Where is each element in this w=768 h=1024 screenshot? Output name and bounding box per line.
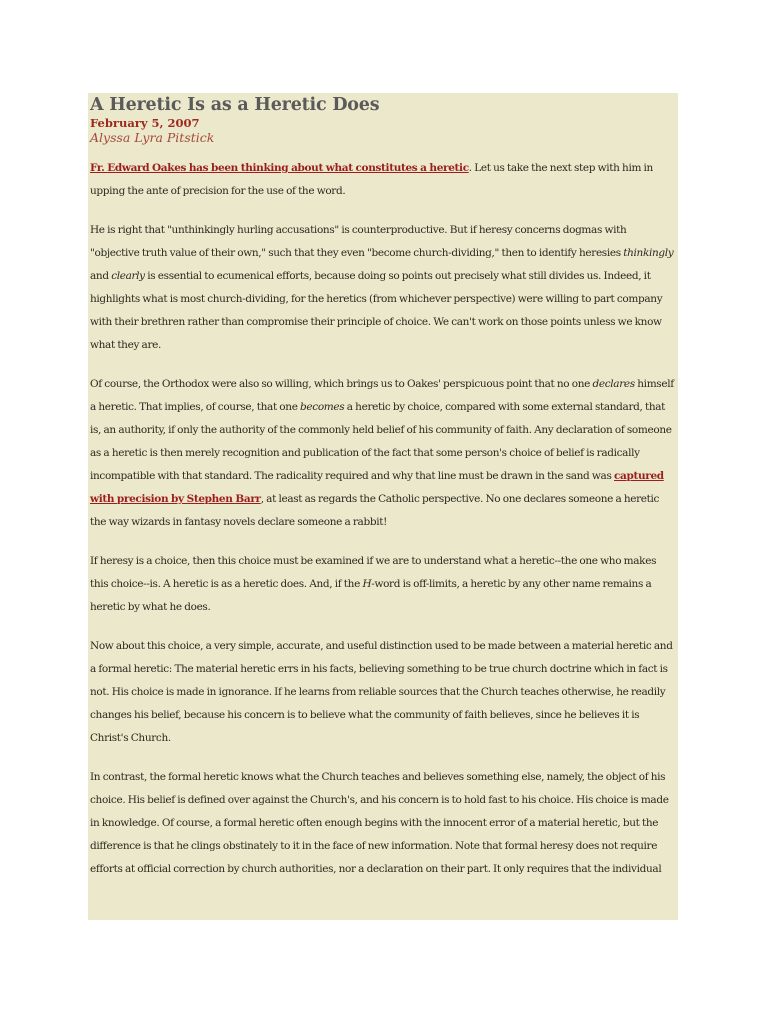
emphasis-declares: declares [592, 378, 635, 390]
paragraph-5: Now about this choice, a very simple, accurate, and useful distinction used to be made between a material heretic and a formal heretic: The material heretic errs in his facts, believing something to be true church doctrine which in fact is not. His choice is made in ignorance. If he learns from reliable sources that the Church teaches otherwise, he readily changes his belief, because his concern is to believe what the community of faith believes, since he believes it is Christ's Church. [90, 640, 673, 744]
emphasis-thinkingly: thinkingly [623, 247, 674, 259]
emphasis-clearly: clearly [111, 270, 145, 282]
paragraph-6: In contrast, the formal heretic knows what the Church teaches and believes something else, namely, the object of his choice. His belief is defined over against the Church's, and his concern is to hold fast to his choice. His choice is made in knowledge. Of course, a formal heretic often enough begins with the innocent error of a material heretic, but the difference is that he clings obstinately to it in the face of new information. Note that formal heresy does not require efforts at official correction by church authorities, nor a declaration on their part. It only requires that the individual [90, 771, 669, 875]
article-date: February 5, 2007 [90, 116, 200, 130]
emphasis-h: H [362, 578, 372, 590]
article-body [90, 157, 676, 881]
paragraph-3: Of course, the Orthodox were also so willing, which brings us to Oakes' perspicuous point that no one declares himself a heretic. That implies, of course, that one becomes a heretic by choice, compared with some external standard, that is, an authority, if only the authority of the commonly held belief of his community of faith. Any declaration of someone as a heretic is then merely recognition and publication of the fact that some person's choice of belief is radically incompatible with that standard. The radicality required and why that line must be drawn in the sand was captured with precision by Stephen Barr, at least as regards the Catholic perspective. No one declares someone a heretic the way wizards in fantasy novels declare someone a rabbit! [90, 378, 674, 528]
emphasis-becomes: becomes [300, 401, 345, 413]
article-author: Alyssa Lyra Pitstick [90, 130, 215, 145]
article-title: A Heretic Is as a Heretic Does [90, 95, 380, 115]
article [88, 93, 678, 920]
paragraph-2: He is right that "unthinkingly hurling accusations" is counterproductive. But if heresy concerns dogmas with "objective truth value of their own," such that they even "become church-dividing," then to identify heresies thinkingly and clearly is essential to ecumenical efforts, because doing so points out precisely what still divides us. Indeed, it highlights what is most church-dividing, for the heretics (from whichever perspective) were willing to part company with their brethren rather than compromise their principle of choice. We can't work on those points unless we know what they are. [90, 224, 674, 351]
paragraph-4: If heresy is a choice, then this choice must be examined if we are to understand what a heretic--the one who makes this choice--is. A heretic is as a heretic does. And, if the H-word is off-limits, a heretic by any other name remains a heretic by what he does. [90, 555, 657, 613]
barr-article-link[interactable]: captured with precision by Stephen Barr [90, 470, 664, 505]
paragraph-1: Fr. Edward Oakes has been thinking about what constitutes a heretic. Let us take the next step with him in upping the ante of precision for the use of the word. [90, 162, 653, 197]
oakes-article-link[interactable]: Fr. Edward Oakes has been thinking about what constitutes a heretic [90, 162, 469, 174]
